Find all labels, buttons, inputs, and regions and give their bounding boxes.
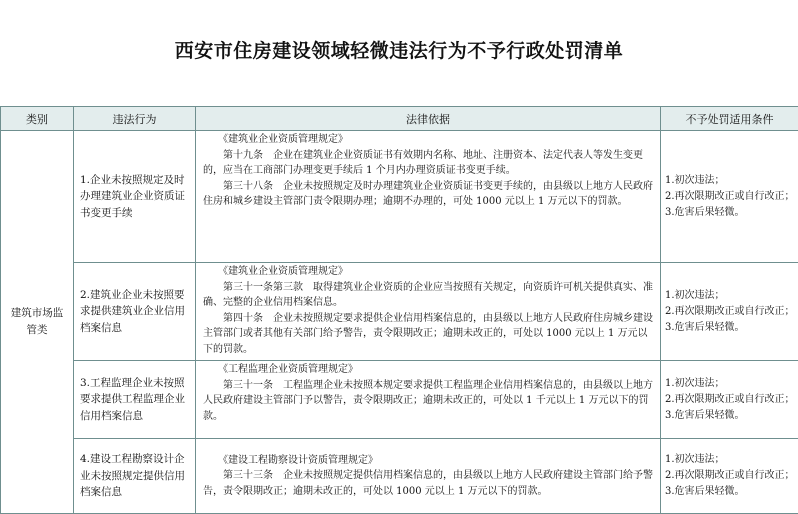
article-text: 第三十三条 企业未按照规定提供信用档案信息的，由县级以上地方人民政府建设主管部门给予警告，责令限期改正；逾期未改正的，可处以 1000 元以上 1 万元以下的罚款。 <box>203 468 655 499</box>
regulation-name: 《建设工程勘察设计资质管理规定》 <box>203 453 655 469</box>
condition-item: 3.危害后果轻微。 <box>665 205 795 221</box>
legal-basis-cell <box>196 361 661 439</box>
regulation-name: 《建筑业企业资质管理规定》 <box>203 132 655 148</box>
legal-basis-cell <box>196 263 661 361</box>
header-category: 类别 <box>1 107 74 131</box>
legal-basis-cell <box>196 131 661 263</box>
condition-item: 3.危害后果轻微。 <box>665 408 795 424</box>
header-violation: 违法行为 <box>74 107 196 131</box>
violation-cell: 3.工程监理企业未按照要求提供工程监理企业信用档案信息 <box>74 361 196 439</box>
article-text: 第三十一条第三款 取得建筑业企业资质的企业应当按照有关规定，向资质许可机关提供真实、准确、完整的企业信用档案信息。 <box>203 280 655 311</box>
condition-item: 2.再次限期改正或自行改正； <box>665 189 795 205</box>
violation-cell: 1.企业未按照规定及时办理建筑业企业资质证书变更手续 <box>74 131 196 263</box>
header-legal-basis: 法律依据 <box>196 107 661 131</box>
condition-item: 2.再次限期改正或自行改正； <box>665 468 795 484</box>
condition-item: 1.初次违法； <box>665 376 795 392</box>
article-text: 第三十一条 工程监理企业未按照本规定要求提供工程监理企业信用档案信息的，由县级以上地方人民政府建设主管部门予以警告，责令限期改正；逾期未改正的，可处以 1 千元以上 1 万元以下的罚款。 <box>203 378 655 425</box>
condition-item: 1.初次违法； <box>665 173 795 189</box>
header-conditions: 不予处罚适用条件 <box>661 107 798 131</box>
condition-item: 1.初次违法； <box>665 288 795 304</box>
condition-item: 3.危害后果轻微。 <box>665 320 795 336</box>
condition-item: 3.危害后果轻微。 <box>665 484 795 500</box>
condition-item: 2.再次限期改正或自行改正； <box>665 304 795 320</box>
regulation-name: 《工程监理企业资质管理规定》 <box>203 362 655 378</box>
document-title: 西安市住房建设领域轻微违法行为不予行政处罚清单 <box>0 36 798 63</box>
conditions-cell <box>661 439 798 514</box>
legal-basis-cell <box>196 439 661 514</box>
conditions-cell <box>661 361 798 439</box>
regulation-name: 《建筑业企业资质管理规定》 <box>203 264 655 280</box>
article-text: 第四十条 企业未按照规定要求提供企业信用档案信息的，由县级以上地方人民政府住房城乡建设主管部门或者其他有关部门给予警告，责令限期改正；逾期未改正的，可处以 1000 元以上 1 万元以下的罚款。 <box>203 311 655 358</box>
conditions-cell <box>661 131 798 263</box>
condition-item: 2.再次限期改正或自行改正； <box>665 392 795 408</box>
penalty-exemption-table <box>0 106 798 514</box>
table-row <box>1 131 798 263</box>
table-row <box>1 439 798 514</box>
table-row <box>1 361 798 439</box>
table-row <box>1 263 798 361</box>
violation-cell: 4.建设工程勘察设计企业未按照规定提供信用档案信息 <box>74 439 196 514</box>
article-text: 第十九条 企业在建筑业企业资质证书有效期内名称、地址、注册资本、法定代表人等发生变更的，应当在工商部门办理变更手续后 1 个月内办理资质证书变更手续。 <box>203 148 655 179</box>
article-text: 第三十八条 企业未按照规定及时办理建筑业企业资质证书变更手续的，由县级以上地方人民政府住房和城乡建设主管部门责令限期办理；逾期不办理的，可处 1000 元以上 1 万元以下的罚款。 <box>203 179 655 210</box>
conditions-cell <box>661 263 798 361</box>
condition-item: 1.初次违法； <box>665 452 795 468</box>
category-cell: 建筑市场监管类 <box>1 131 74 514</box>
table-header-row <box>1 107 798 131</box>
violation-cell: 2.建筑业企业未按照要求提供建筑业企业信用档案信息 <box>74 263 196 361</box>
